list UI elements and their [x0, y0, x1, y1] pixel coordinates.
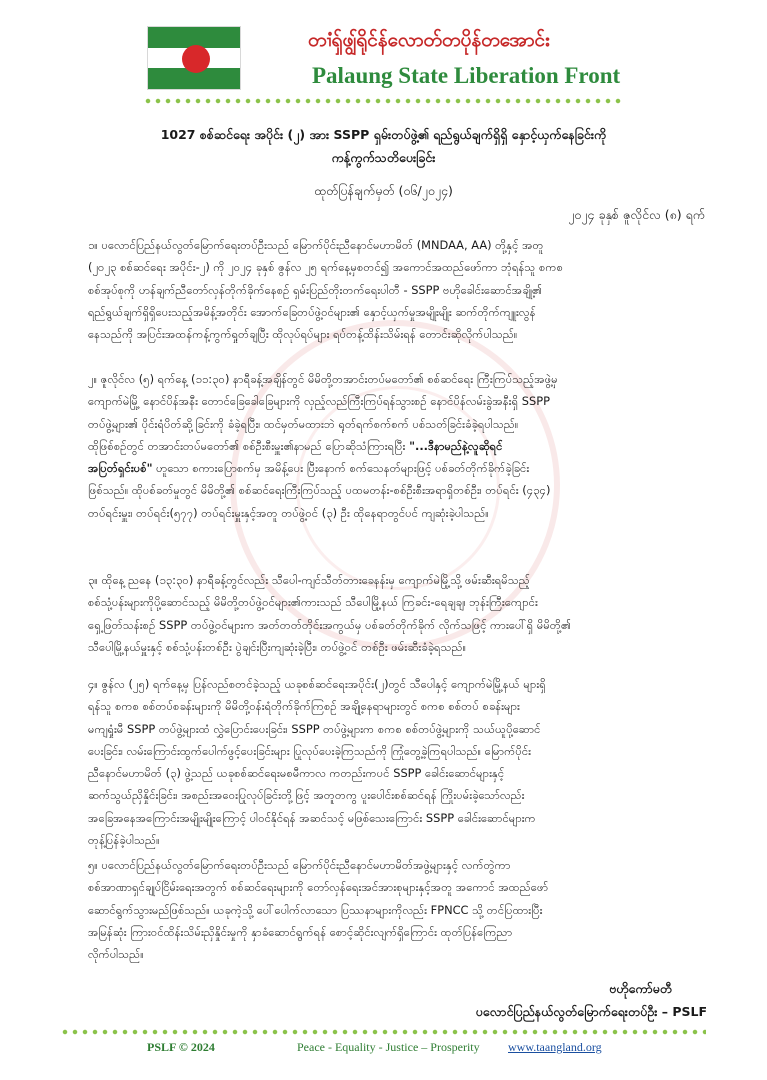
footer-vine-divider	[60, 1027, 706, 1037]
signature-committee: ဗဟိုကော်မတီ	[609, 981, 672, 996]
paragraph-line: ၁။ ပလောင်ပြည်နယ်လွတ်မြောက်ရေးတပ်ဦးသည် မြောက်ပိုင်းညီနောင်မဟာမိတ် (MNDAA, AA) တို့နှင့် အတူ	[88, 238, 544, 252]
paragraph-line: တုန့်ပြန်ခဲ့ပါသည်။	[88, 833, 160, 848]
paragraph-line: နေသည်ကို အပြင်းအထန်ကန့်ကွက်ရှုတ်ချပြီး ထိုလုပ်ရပ်များ ရပ်တန့်ထိန်းသိမ်းရန် တောင်းဆိုလိုက်ပါသည်။	[88, 327, 518, 342]
paragraph-line: ညီနောင်မဟာမိတ် (၃) ဖွဲ့သည် ယခုစစ်ဆင်ရေးမစမီကာလ ကတည်းကပင် SSPP ခေါင်းဆောင်များနှင့်	[88, 766, 505, 781]
footer	[0, 1040, 767, 1060]
flag-red-disc	[182, 45, 210, 73]
paragraph-line: လိုက်ပါသည်။	[88, 947, 144, 962]
paragraph-4	[88, 673, 706, 851]
pslf-flag-logo	[147, 26, 241, 90]
paragraph-line: ၄။ ဇွန်လ (၂၅) ရက်နေ့မှ ပြန်လည်စတင်ခဲ့သည့် ယခုစစ်ဆင်ရေးအပိုင်း(၂)တွင် သီပေါနှင့် ကျောက်မဲမြို့နယ် များရှိ	[88, 677, 546, 691]
paragraph-text: ဟူသော စကားပြောစက်မှ အမိန့်ပေး ပြီးနောက် စက်သေနတ်များဖြင့် ပစ်ခတ်တိုက်ခိုက်ခဲ့ခြင်း	[156, 461, 530, 476]
statement-title-line1: 1027 စစ်ဆင်ရေး အပိုင်း (၂) အား SSPP ရှမ်းတပ်ဖွဲ့၏ ရည်ရွယ်ချက်ရှိရှိ နှောင့်ယှက်နေခြင်းကို	[160, 127, 607, 142]
signature-organization: ပလောင်ပြည်နယ်လွတ်မြောက်ရေးတပ်ဦး – PSLF	[475, 1004, 707, 1019]
statement-date: ၂၀၂၄ ခုနှစ် ဇူလိုင်လ (၈) ရက်	[568, 207, 705, 222]
footer-motto: Peace - Equality - Justice – Prosperity	[297, 1040, 480, 1054]
paragraph-1	[88, 234, 706, 345]
quoted-order-part1: "...ဒီနာမည်နဲ့လူဆိုရင်	[409, 438, 503, 453]
paragraph-line: မကျရှုံးမီ SSPP တပ်ဖွဲ့များထံ လွှဲပြောင်းပေးခြင်း၊ SSPP တပ်ဖွဲ့များက စကစ စစ်တပ်ဖွဲ့များကို သယ်ယူပို့ဆောင်	[88, 721, 541, 736]
org-name-english: Palaung State Liberation Front	[312, 63, 621, 88]
paragraph-line: အခြေအနေအကြောင်းအမျိုးမျိုးကြောင့် ပါဝင်နိုင်ရန် အဆင်သင့် မဖြစ်သေးကြောင်း SSPP ခေါင်းဆောင်များက	[88, 810, 536, 825]
paragraph-line: ၂။ ဇူလိုင်လ (၅) ရက်နေ့ (၁၁:၃၀) နာရီခန့်အချိန်တွင် မိမိတို့တအာင်းတပ်မတော်၏ စစ်ဆင်ရေး ကြီးကြပ်သည့်အဖွဲ့မှ	[88, 372, 558, 386]
paragraph-line-with-quote	[88, 435, 706, 457]
paragraph-5	[88, 854, 706, 965]
statement-title-line2: ကန့်ကွက်သတိပေးခြင်း	[331, 150, 436, 165]
paragraph-line: စစ်အုပ်စုကို ဟန်ချက်ညီတော်လှန်တိုက်ခိုက်နေစဉ် ရှမ်းပြည်တိုးတက်ရေးပါတီ - SSPP ဗဟိုခေါင်းဆောင်အချို့၏	[88, 282, 543, 297]
paragraph-line: တပ်ဖွဲ့များ၏ ပိုင်းရံပိတ်ဆို့ခြင်းကို ခံခဲ့ရပြီး၊ ထင်မှတ်မထားဘဲ ရုတ်ရက်စက်စက် ပစ်သတ်ခြင်းခံခဲ့ရပါသည်။	[88, 416, 519, 431]
paragraph-line: ရည်ရွယ်ချက်ရှိရှိပေးသည့်အမိန့်အတိုင်း အောက်ခြေတပ်ဖွဲ့ဝင်များ၏ နှောင့်ယှက်မှုအမျိုးမျိုး ဆက်တိုက်ကျူးလွန်	[88, 304, 536, 319]
paragraph-line: ၃။ ထိုနေ့ ညနေ (၁၃:၃၀) နာရီခန့်တွင်လည်း သီပေါ-ကျင်သီတ်တားခေနန်းမှ ကျောက်မဲမြို့သို့ ဖမ်းဆီးရမိသည့်	[88, 573, 530, 587]
paragraph-line: ၅။ ပလောင်ပြည်နယ်လွတ်မြောက်ရေးတပ်ဦးသည် မြောက်ပိုင်းညီနောင်မဟာမိတ်အဖွဲ့များနှင့် လက်တွဲကာ	[88, 858, 511, 872]
header-vine-divider	[143, 96, 623, 106]
org-name-native: တၢံၡ်ဖျွ်ရိုင်န်လောတ်တပိုန်တအောင်း	[308, 29, 550, 51]
paragraph-line-with-quote	[88, 457, 706, 479]
paragraph-line: စစ်သုံ့ပန်းများကိုပို့ဆောင်သည့် မိမိတို့တပ်ဖွဲ့ဝင်များ၏ကားသည် သီပေါမြို့နယ် ကြခင်း-ရေချချ၊ ဘုန်းကြီးကျောင်း	[88, 595, 538, 610]
paragraph-line: အမြန်ဆုံး ကြားဝင်ထိန်းသိမ်းညှိနှိုင်းမှုကို နှာခံဆောင်ရွက်ရန် စောင့်ဆိုင်းလျက်ရှိကြောင်း ထုတ်ပြန်ကြေညာ	[88, 924, 513, 939]
paragraph-line: ရန်သူ စကစ စစ်တပ်စခန်းများကို မိမိတို့ဝန်းရံတိုက်ခိုက်ကြစဉ် အချို့နေရာများတွင် စကစ စစ်တပ် စခန်းများ	[88, 699, 520, 714]
paragraph-line: စစ်အာဏာရှင်ချုပ်ငြိမ်းရေးအတွက် စစ်ဆင်ရေးများကို တော်လှန်ရေးအင်အားစုများနှင့်အတူ အကောင် အထည်ဖော်	[88, 880, 549, 895]
letterhead	[0, 0, 767, 104]
paragraph-3	[88, 569, 706, 658]
paragraph-line: သီပေါမြို့နယ်မှူးနှင့် စစ်သုံ့ပန်းတစ်ဦး ပွဲချင်းပြီးကျဆုံးခဲ့ပြီး၊ တပ်ဖွဲ့ဝင် တစ်ဦး ဖမ်းဆီးခံခဲ့ရသည်။	[88, 639, 467, 654]
paragraph-line: ပေးခြင်း၊ လမ်းကြောင်းထွက်ပေါက်ဖွင့်ပေးခြင်းများ ပြုလုပ်ပေးခဲ့ကြသည်ကို ကြုံတွေ့ခဲ့ကြရပါသည်။ မြောက်ပိုင်း	[88, 743, 532, 758]
paragraph-line: ကျောက်မဲမြို့ နောင်ပိန်အနီး တောင်ခြေခေါခြေများကို လှည့်လည်ကြီးကြပ်ရန်သွားစဉ် နောင်ပိန်လမ်းခွဲအနီးရှိ SSPP	[88, 394, 550, 409]
paragraph-line: ဆက်သွယ်ညှိနှိုင်းခြင်း၊ အစည်းအဝေးပြုလုပ်ခြင်းတို့ဖြင့် အတူတကွ ပူးပေါင်းစစ်ဆင်ရန် ကြိုးပမ်းခဲ့သော်လည်း	[88, 788, 525, 803]
quoted-order-part2: အပြတ်ရှင်းပစ်"	[88, 461, 153, 476]
paragraph-2	[88, 368, 706, 524]
statement-reference: ထုတ်ပြန်ချက်မှတ် (၀၆/၂၀၂၄)	[314, 183, 453, 198]
footer-website-link[interactable]: www.taangland.org	[508, 1040, 602, 1054]
paragraph-line: ဖြစ်သည်။ ထိုပစ်ခတ်မှုတွင် မိမိတို့၏ စစ်ဆင်ရေးကြီးကြပ်သည့် ပထမတန်း-စစ်ဦးစီးအရာရှိတစ်ဦး၊ တပ်ရင်း (၄၃၄)	[88, 483, 551, 498]
footer-copyright: PSLF © 2024	[147, 1040, 215, 1054]
paragraph-line: (၂၀၂၃ စစ်ဆင်ရေး အပိုင်း-၂) ကို ၂၀၂၄ ခုနှစ် ဇွန်လ ၂၅ ရက်နေ့မှစတင်၍ အကောင်အထည်ဖော်ကာ ဘုံရန်သူ စကစ	[88, 260, 564, 275]
paragraph-line: တပ်ရင်းမှူး၊ တပ်ရင်း(၅၇၇) တပ်ရင်းမှူးနှင့်အတူ တပ်ဖွဲ့ဝင် (၃) ဦး ထိုနေရာတွင်ပင် ကျဆုံးခဲ့ပါသည်။	[88, 505, 489, 520]
paragraph-line: ဆောင်ရွက်သွားမည်ဖြစ်သည်။ ယခုကဲ့သို့ ပေါ်ပေါက်လာသော ပြဿနာများကိုလည်း FPNCC သို့ တင်ပြထားပြီး	[88, 902, 543, 917]
paragraph-text: ထိုဖြစ်စဉ်တွင် တအာင်းတပ်မတော်၏ စစ်ဦးစီးမှူး၏နာမည် ပြောဆိုသံကြားရပြီး	[88, 438, 406, 453]
paragraph-line: ရှေ့ဖြတ်သန်းစဉ် SSPP တပ်ဖွဲ့ဝင်များက အတ်တတ်တိုင်းအကွယ်မှ ပစ်ခတ်တိုက်ခိုက် လိုက်သဖြင့် ကားပေါ်ရှိ မိမိတို့၏	[88, 617, 572, 632]
